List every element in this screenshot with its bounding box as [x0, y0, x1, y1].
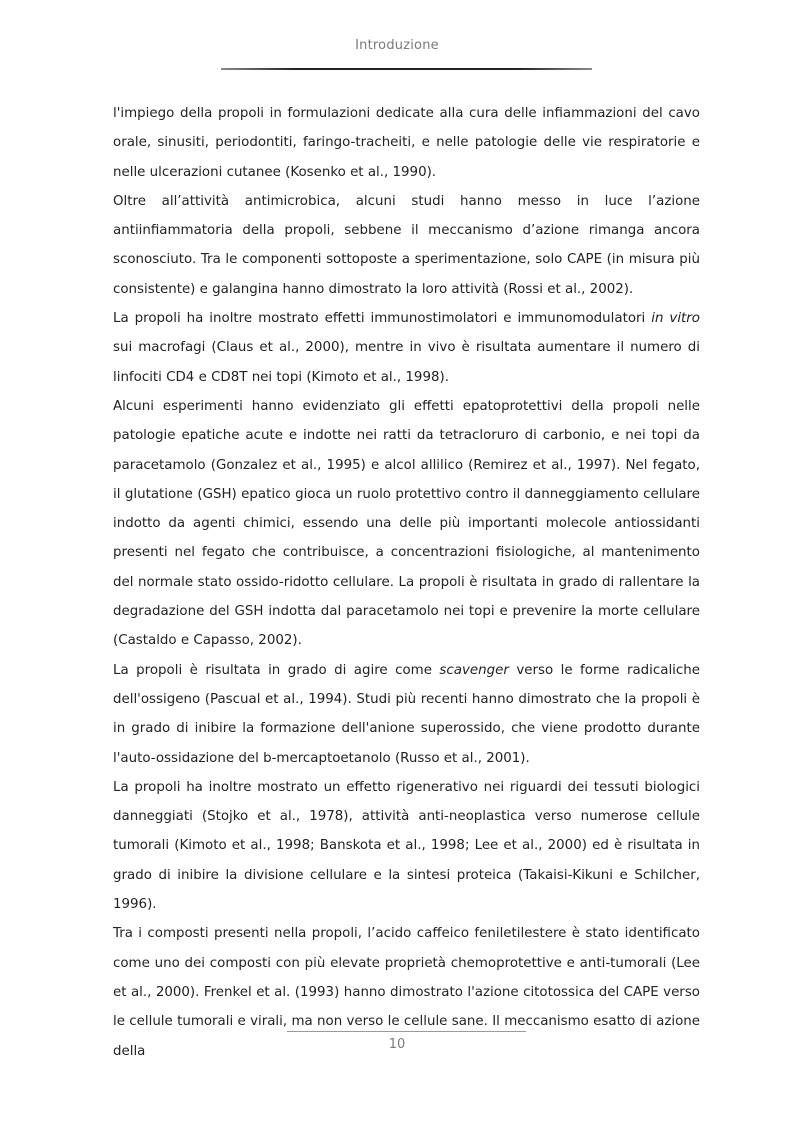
paragraph-text: La propoli ha inoltre mostrato effetti immunostimolatori e immunomodulatori [113, 311, 652, 327]
paragraph [113, 304, 700, 392]
paragraph: La propoli ha inoltre mostrato un effetto rigenerativo nei riguardi dei tessuti biologici danneggiati (Stojko et al., 1978), attività anti-neoplastica verso numerose cellule tumorali (Kimoto et al., 1998; Banskota et al., 1998; Lee et al., 2000) ed è risultata in grado di inibire la divisione cellulare e la sintesi proteica (Takaisi-Kikuni e Schilcher, 1996). [113, 779, 700, 913]
paragraph: l'impiego della propoli in formulazioni dedicate alla cura delle infiammazioni del cavo orale, sinusiti, periodontiti, faringo-tracheiti, e nelle patologie delle vie respiratorie e nelle ulcerazioni cutanee (Kosenko et al., 1990). [113, 106, 700, 180]
paragraph-text: verso le forme radicaliche dell'ossigeno (Pascual et al., 1994). Studi più recenti hanno dimostrato che la propoli è in grado di inibire la formazione dell'anione superossido, che viene prodotto durante l'auto-ossidazione del b-mercaptoetanolo (Russo et al., 2001). [113, 662, 700, 766]
body-text [113, 99, 700, 1066]
paragraph [113, 656, 700, 773]
header-divider [221, 68, 592, 70]
running-header: Introduzione [355, 38, 439, 53]
italic-term: in vitro [651, 311, 700, 327]
paragraph: Tra i composti presenti nella propoli, l’acido caffeico feniletilestere è stato identificato come uno dei composti con più elevate proprietà chemoprotettive e anti-tumorali (Lee et al., 2000). Frenkel et al. (1993) hanno dimostrato l'azione citotossica del CAPE verso le cellule tumorali e virali, ma non verso le cellule sane. Il meccanismo esatto di azione della [113, 926, 700, 1059]
page-number: 10 [388, 1037, 406, 1052]
footer-divider [287, 1031, 526, 1032]
paragraph: Oltre all’attività antimicrobica, alcuni studi hanno messo in luce l’azione antiinfiammatoria della propoli, sebbene il meccanismo d’azione rimanga ancora sconosciuto. Tra le componenti sottoposte a sperimentazione, solo CAPE (in misura più consistente) e galangina hanno dimostrato la loro attività (Rossi et al., 2002). [113, 193, 700, 297]
paragraph: Alcuni esperimenti hanno evidenziato gli effetti epatoprotettivi della propoli nelle patologie epatiche acute e indotte nei ratti da tetracloruro di carbonio, e nei topi da paracetamolo (Gonzalez et al., 1995) e alcol allilico (Remirez et al., 1997). Nel fegato, il glutatione (GSH) epatico gioca un ruolo protettivo contro il danneggiamento cellulare indotto da agenti chimici, essendo una delle più importanti molecole antiossidanti presenti nel fegato che contribuisce, a concentrazioni fisiologiche, al mantenimento del normale stato ossido-ridotto cellulare. La propoli è risultata in grado di rallentare la degradazione del GSH indotta dal paracetamolo nei topi e prevenire la morte cellulare (Castaldo e Capasso, 2002). [113, 398, 700, 649]
paragraph-text: sui macrofagi (Claus et al., 2000), mentre in vivo è risultata aumentare il numero di linfociti CD4 e CD8T nei topi (Kimoto et al., 1998). [113, 340, 700, 385]
italic-term: scavenger [439, 662, 509, 678]
paragraph-text: La propoli è risultata in grado di agire come [113, 662, 440, 678]
